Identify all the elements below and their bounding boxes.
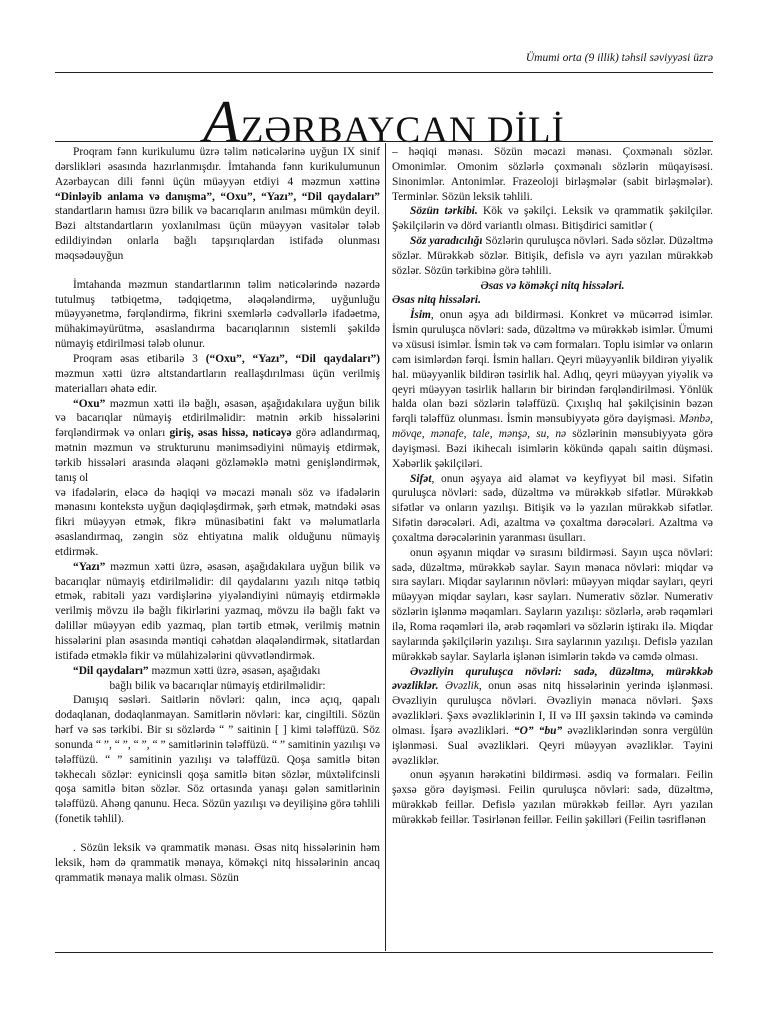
bold-text: “Oxu” — [73, 397, 106, 410]
paragraph — [55, 397, 380, 486]
paragraph — [55, 352, 380, 397]
text: məzmun xətti üzrə, əsasən, aşağıdakı — [151, 664, 321, 677]
paragraph — [392, 472, 713, 546]
text: standartların hamısı üzrə bilik və bacarıqların anılması mümkün deyil. Bəzi altstandartların yoxlanılması üçün müəyyən vasitələr tələb edildiyindən onlarla bağlı tapşırıqlardan istifadə olunması məqsədəuyğun — [55, 205, 380, 262]
text: görə adlandırmaq, mətnin məzmun və strukturunu mənimsədiyini nümayiş etdirmək, tərkib hissələri arasında əlaqəni gözləməklə mətni genişləndirmək, tanış ol — [55, 427, 380, 484]
bold-text: “Yazı” — [73, 560, 106, 573]
italic-text: Əvəzlik — [445, 680, 479, 693]
bottom-rule — [55, 952, 713, 953]
text: onun əşyanın hərəkətini bildirməsi. — [410, 769, 582, 782]
title-rule — [55, 141, 713, 142]
text: Kök və şəkilçi. Leksik və qrammatik şəkilçilər. Şəkilçilərin və dörd variantlı olması. Bitişdirici samitlər ( — [392, 205, 713, 233]
section-heading: Sözün tərkibi. — [410, 205, 478, 218]
bold-text: “Dil qaydaları” — [73, 664, 149, 677]
column-divider — [385, 143, 386, 951]
paragraph — [55, 560, 380, 664]
bold-text: giriş, əsas hissə, nəticəyə — [169, 427, 292, 440]
section-heading: İsim — [410, 309, 431, 322]
page-header — [55, 50, 713, 73]
paragraph: onun əşyanın miqdar və sırasını bildirməsi. Sayın uşca növləri: sadə, düzəltmə, mürəkkəb saylar. Sayın mənaca növləri: miqdar və sıra sayları. Miqdar saylarının növləri: müəyyən miqdar sayları, qeyri müəyyən miqdar sayları, kəsr sayları. Numerativ sözlər. Numerativ sözlərin işlənmə məqamları. Sayların yazılışı: sözlərlə, ərəb rəqəmləri ilə, Roma rəqəmləri ilə, ərəb rəqəmləri və sözlərin iştirakı ilə. Miqdar saylarında şəkilçilərin yazılışı. Sıra saylarının yazılışı. Defislə yazılan mürəkkəb saylar. Saylarla işlənən isimlərin təkdə və cəmdə olması. — [392, 546, 713, 663]
paragraph — [392, 234, 713, 279]
paragraph: İmtahanda məzmun standartlarının təlim nəticələrində nəzərdə tutulmuş tətbiqetmə, tədqiqetmə, ələqələndirmə, uyğunluğu müəyyənetmə, fərqləndirmə, fikrini sxemlərlə cədvəllərlə ifadəetmə, mühakiməyürütmə, əsaslandırma bacarıqlarının sistemli şəkildə nümayiş etdirilməsi tələb olunur. — [55, 278, 380, 351]
paragraph: bağlı bilik və bacarıqlar nümayiş etdirilməlidir: — [109, 679, 326, 692]
section-heading: Əvəzliyin quruluşca növləri: sadə, düzəltmə, mürəkkəb əvəzliklər. — [392, 665, 713, 693]
section-heading: Sifət — [410, 472, 432, 485]
text: məzmun xətti üzrə altstandartların reallaşdırılması üçün verilmiş materialları əhatə edir. — [55, 367, 380, 395]
text: , onun əşyaya aid əlamət və keyfiyyət bil məsi. Sifətin quruluşca növləri: sadə, düzəltmə və mürəkkəb sifətlər. Mürəkkəb sifətlər və onların yazılışı. Bitişik və lə yazılan mürəkkəb sifətlər. Sifətin dərəcələri. Adi, azaltma və çoxaltma dərəcələri. Azaltma və çoxaltma dərəcələrinin yaranması üsulları. — [392, 472, 713, 544]
paragraph — [55, 145, 380, 264]
paragraph: Danışıq səsləri. Saitlərin növləri: qalın, incə açıq, qapalı dodaqlanan, dodaqlanmayan. Samitlərin növləri: kar, cingiltili. Sözün hərf və səs tərkibi. Bir sı sözlərdə “ ” saitinin [ ] kimi tələffüzü. Söz sonunda “ ”, “ ”, “ ”, “ ” samitlərinin tələffüzü. “ ” samitinin yazılışı və tələffüzü. “ ” samitinin yazılışı və tələffüzü. Qoşa samitlə bitən təkhecalı sözlər: eynicinsli qoşa samitlə bitən sözlər, müxtəlifcinsli qoşa samitlə bitən sözlər. Söz ortasında yanaşı gələn samitlərinin tələffüzü. Ahəng qanunu. Heca. Sözün yazılışı və deyilişinə görə təhlili (fonetik təhlil). — [55, 694, 380, 826]
paragraph: – həqiqi mənası. Sözün məcazi mənası. Çoxmənalı sözlər. Omonimlər. Omonim sözlərlə çoxmənalı sözlərin müqayisəsi. Sinonimlər. Antonimlər. Frazeoloji birləşmələr (sabit birləşmələr). Terminlər. Sözün leksik təhlili. — [392, 146, 713, 203]
paragraph — [392, 768, 713, 827]
text: , onun əsas nitq hissələrinin yerində işlənməsi. Əvəzliyin quruluşca növləri. Əvəzliyin mənaca növləri. Şəxs əvəzlikləri. Şəxs əvəzliklərinin I, II və III şəxsin təkində və cəmində olması. İşarə əvəzlikləri. — [392, 680, 713, 737]
section-heading: Söz yaradıcılığı — [410, 235, 483, 248]
text: məzmun xətti üzrə, əsasən, aşağıdakılara uyğun bilik və bacarıqlar nümayiş etdirilməlidir: dil qaydalarını yazılı nitqə tətbiq etmək, rabitəli yazı vərdişlərinə yiyələndiyini nümayiş etdirməklə verilmiş mövzu ilə bağlı fikirlərini yazmaq, mövzu ilə bağlı fakt və dəlillər müəyyən edib yazmaq, plan tərtib etmək, verilmiş mətnin hissələrini plan əsasında məntiqi cəhətdən əlaqələndirmək, sitatlardan istifadə etməklə fikir və mülahizələrini qüvvətləndirmək. — [55, 560, 380, 662]
paragraph — [392, 204, 713, 234]
text: sözlərinin mənsubiyyətə görə dəyişməsi. Bəzi ikihecalı isimlərin kökündə qapalı saitin düşməsi. Xəbərlik şəkilçiləri. — [392, 428, 713, 470]
right-column — [392, 145, 713, 950]
text: əsdiq və — [587, 769, 629, 782]
paragraph — [392, 665, 713, 769]
text: formaları. Feilin şəxsə görə dəyişməsi. Feilin quruluşca növləri: sadə, düzəltmə, mürəkkəb feillər. Defislə yazılan mürəkkəb feillər. Ayrı yazılan mürəkkəb feillər. Təsirlənən feillər. Feilin şəkilləri (Feilin təsriflənən — [392, 769, 713, 826]
paragraph: və ifadələrin, eləcə də həqiqi və məcazi mənalı söz və ifadələrin mənasını kontekstə uyğun dəqiqləşdirmək, şərh etmək, mətndəki əsas fikri müəyyən etmək, fikrə münasibətini fakt və məlumatlarla əsaslandırmaq, zəngin söz ehtiyatına malik olduğunu nümayiş etdirmək. — [55, 486, 380, 558]
text: , onun əşya adı bildirməsi. Konkret və mücərrəd isimlər. İsmin quruluşca növləri: sadə, düzəltmə və mürəkkəb isimlər. Ümumi və xüsusi isimlər. İsmin tək və cəm formaları. Toplu isimlər və onların cəm isimlərdən fərqi. İsmin halları. Qeyri müəyyənlik bildirən yiyəlik hal. müəyyənlik bildirən təsirlik hal. Adlıq, qeyri müəyyən yiyəlik və qeyri müəyyən təsirlik halların bir birindən fərqləndirilməsi. Yönlük halda olan bəzi sözlərin tələffüzü. Çıxışlıq hal şəkilçisinin bəzən fərqli tələffüz olunması. İsmin mənsubiyyətə görə dəyişməsi. — [392, 309, 713, 426]
header-text: Ümumi orta (9 illik) təhsil səviyyəsi üzrə — [525, 52, 713, 64]
title-initial: A — [203, 89, 241, 155]
section-heading: Əsas nitq hissələri. — [392, 294, 481, 307]
text: Proqram fənn kurikulumu üzrə təlim nəticələrinə uyğun IX sinif dərslikləri əsasında hazırlanmışdır. İmtahanda fənn kurikulumunun Azərbaycan dili fənni üçün müəyyən etdiyi 4 məzmun xəttinə — [55, 146, 380, 188]
italic-text: Mənbə, mövqe, mənafe, tale, mənşə, su, nə — [392, 413, 713, 441]
bold-text: “Dinləyib anlama və danışma”, “Oxu”, “Yazı”, “Dil qaydaları” — [55, 190, 380, 203]
title-rest: ZƏRBAYCAN DİLİ — [240, 110, 565, 151]
text: Proqram əsas etibarilə 3 — [73, 352, 198, 365]
text: məzmun xətti ilə bağlı, əsasən, aşağıdakılara uyğun bilik və bacarıqlar nümayiş etdirilməlidir: mətnin ərkib hissələrini fərqləndirmək və onları — [55, 397, 380, 440]
bold-text: “O” “bu” — [513, 724, 563, 737]
paragraph — [55, 664, 380, 679]
paragraph — [392, 308, 713, 471]
left-column — [55, 145, 380, 950]
bold-text: (“Oxu”, “Yazı”, “Dil qaydaları”) — [205, 352, 380, 365]
section-heading: Əsas və köməkçi nitq hissələri. — [480, 279, 625, 292]
text: Sözlərin quruluşca növləri. Sadə sözlər. Düzəltmə sözlər. Mürəkkəb sözlər. Bitişik, defislə və ayrı yazılan mürəkkəb sözlər. Sözün tərkibinə görə təhlili. — [392, 235, 713, 277]
text: əvəzliklərindən sonra vergülün işlənməsi. Sual əvəzlikləri. Qeyri müəyyən əvəzliklər. Təyini əvəzliklər. — [392, 724, 713, 767]
paragraph: . Sözün leksik və qrammatik mənası. Əsas nitq hissələrinin həm leksik, həm də qrammatik mənaya, köməkçi nitq hissələrinin ancaq qrammatik mənaya malik olması. Sözün — [55, 841, 380, 884]
